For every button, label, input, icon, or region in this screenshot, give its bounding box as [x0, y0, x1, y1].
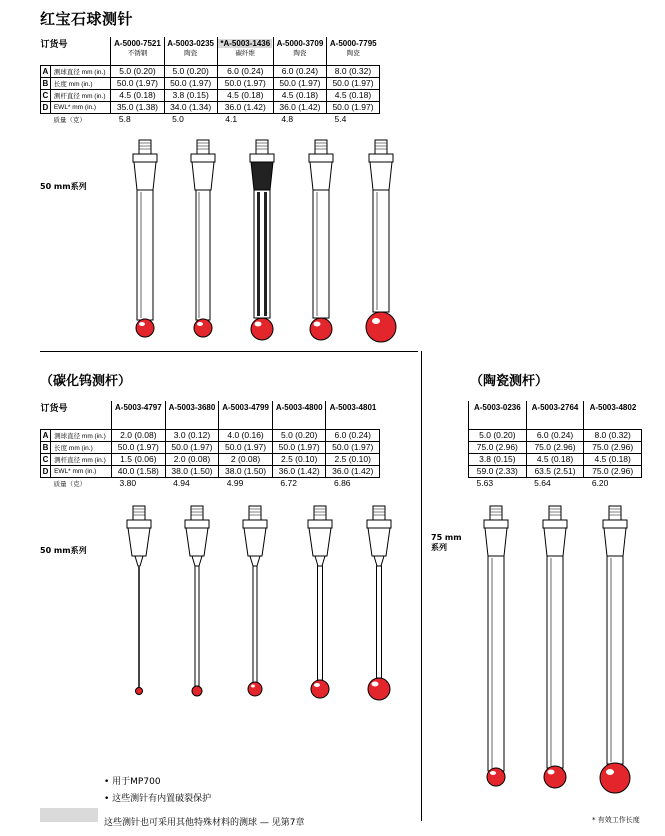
- row-name: 测杆直径 mm (in.): [50, 89, 111, 101]
- cell: 8.0 (0.32): [584, 429, 642, 441]
- row-letter: A: [41, 429, 51, 441]
- table-row: [469, 429, 642, 441]
- series-label-tungsten: 50 mm系列: [40, 546, 87, 555]
- cell: 50.0 (1.97): [217, 77, 273, 89]
- col-header: A-5000-7795 陶瓷: [327, 37, 380, 65]
- cell: 50.0 (1.97): [327, 77, 380, 89]
- cell: 36.0 (1.42): [273, 101, 326, 113]
- cell: 6.20: [591, 478, 609, 489]
- cell: 3.0 (0.12): [165, 429, 219, 441]
- probe-illustration: [182, 504, 212, 704]
- cell: 5.0: [172, 114, 184, 125]
- series-label-ruby: 50 mm系列: [40, 182, 87, 191]
- cell: 5.0 (0.20): [111, 65, 164, 77]
- probe-illustration: [539, 504, 571, 794]
- row-letter: A: [41, 65, 51, 77]
- divider-vertical: [421, 351, 422, 821]
- cell: 4.8: [281, 114, 294, 125]
- section-title-tungsten: （碳化钨测杆）: [40, 374, 132, 389]
- cell: 36.0 (1.42): [272, 465, 326, 477]
- cell: 4.1: [225, 114, 238, 125]
- col-header-highlighted: *A-5003-1436 碳纤维: [217, 37, 273, 65]
- cell: 38.0 (1.50): [165, 465, 219, 477]
- row-letter: D: [41, 101, 51, 113]
- col-header: A-5003-4801: [326, 401, 380, 429]
- cell: 50.0 (1.97): [111, 77, 164, 89]
- cell: 4.99: [226, 478, 244, 489]
- order-label: 订货号: [40, 39, 68, 49]
- cell: 6.86: [333, 478, 351, 489]
- cell: 4.0 (0.16): [219, 429, 273, 441]
- cell: 4.5 (0.18): [584, 453, 642, 465]
- cell: 4.5 (0.18): [327, 89, 380, 101]
- row-name: 测球直径 mm (in.): [51, 429, 112, 441]
- cell: 4.94: [173, 478, 190, 489]
- cell: 5.8: [118, 114, 131, 125]
- cell: 2.5 (0.10): [272, 453, 326, 465]
- row-name: 测球直径 mm (in.): [50, 65, 111, 77]
- col-header: A-5003-3680: [165, 401, 219, 429]
- ruby-spec-table: [40, 37, 380, 125]
- probe-illustration: [305, 138, 337, 343]
- cell: 50.0 (1.97): [165, 441, 219, 453]
- cell: 35.0 (1.38): [111, 101, 164, 113]
- row-letter: B: [41, 441, 51, 453]
- cell: 50.0 (1.97): [326, 441, 380, 453]
- table-row: [469, 453, 642, 465]
- ceramic-spec-table: [468, 401, 642, 489]
- row-name: 长度 mm (in.): [50, 77, 111, 89]
- cell: 1.5 (0.06): [112, 453, 166, 465]
- probe-illustration: [480, 504, 512, 794]
- row-name: 测杆直径 mm (in.): [51, 453, 112, 465]
- section-title-ceramic: （陶瓷测杆）: [470, 374, 549, 389]
- row-name: 质量（克）: [53, 116, 86, 124]
- table-row: [41, 65, 380, 77]
- col-header: A-5003-0235 陶瓷: [164, 37, 217, 65]
- col-header: A-5003-4797: [112, 401, 166, 429]
- cell: 38.0 (1.50): [219, 465, 273, 477]
- cell: 34.0 (1.34): [164, 101, 217, 113]
- probe-illustration: [362, 504, 396, 709]
- cell: 59.0 (2.33): [469, 465, 527, 477]
- table-row: [41, 453, 380, 465]
- cell: 3.8 (0.15): [164, 89, 217, 101]
- row-letter: B: [41, 77, 51, 89]
- cell: 75.0 (2.96): [526, 441, 584, 453]
- cell: 5.4: [334, 114, 347, 125]
- probe-illustration: [130, 138, 160, 343]
- table-row: [469, 465, 642, 477]
- table-row: [41, 89, 380, 101]
- row-name: 质量（克）: [53, 480, 87, 488]
- row-name: EWL* mm (in.): [51, 465, 112, 477]
- table-row-mass: [41, 477, 380, 489]
- col-header: A-5000-3709 陶瓷: [273, 37, 326, 65]
- row-letter: C: [41, 453, 51, 465]
- cell: 6.0 (0.24): [273, 65, 326, 77]
- col-header: A-5003-4802: [584, 401, 642, 429]
- probe-illustration: [304, 504, 336, 709]
- probe-illustration: [188, 138, 218, 343]
- footer-gray-block: [40, 808, 98, 822]
- cell: 50.0 (1.97): [272, 441, 326, 453]
- table-row: [41, 77, 380, 89]
- section-title-ruby: 红宝石球测针: [40, 10, 134, 28]
- probe-illustration: [363, 138, 399, 348]
- cell: 50.0 (1.97): [112, 441, 166, 453]
- cell: 50.0 (1.97): [273, 77, 326, 89]
- divider: [40, 351, 418, 352]
- cell: 36.0 (1.42): [326, 465, 380, 477]
- cell: 5.0 (0.20): [469, 429, 527, 441]
- table-row: [41, 441, 380, 453]
- cell: 4.5 (0.18): [273, 89, 326, 101]
- cell: 2.0 (0.08): [165, 453, 219, 465]
- row-letter: D: [41, 465, 51, 477]
- cell: 6.0 (0.24): [217, 65, 273, 77]
- note-break-protection: • 这些测针有内置破裂保护: [104, 794, 212, 804]
- probe-illustration: [246, 138, 278, 343]
- row-letter: [41, 477, 51, 489]
- cell: 75.0 (2.96): [584, 465, 642, 477]
- cell: 36.0 (1.42): [217, 101, 273, 113]
- tungsten-spec-table: [40, 401, 380, 489]
- cell: 8.0 (0.32): [327, 65, 380, 77]
- cell: 6.0 (0.24): [326, 429, 380, 441]
- cell: 6.72: [280, 478, 297, 489]
- probe-illustration: [124, 504, 154, 704]
- col-header: A-5003-4799: [219, 401, 273, 429]
- cell: 4.5 (0.18): [111, 89, 164, 101]
- cell: 6.0 (0.24): [526, 429, 584, 441]
- series-label-line: 75 mm: [431, 533, 462, 542]
- probe-illustration: [240, 504, 270, 704]
- cell: 5.63: [476, 478, 494, 489]
- cell: 4.5 (0.18): [526, 453, 584, 465]
- table-row-mass: [469, 477, 642, 489]
- row-name: EWL* mm (in.): [50, 101, 111, 113]
- row-letter: C: [41, 89, 51, 101]
- col-header: A-5003-2764: [526, 401, 584, 429]
- row-letter: [41, 113, 51, 125]
- col-header: A-5000-7521 不锈钢: [111, 37, 164, 65]
- series-label-line: 系列: [431, 543, 447, 552]
- table-row: [41, 465, 380, 477]
- footer-note: 这些测针也可采用其他特殊材料的测球 — 见第7章: [104, 818, 305, 828]
- col-header: A-5003-0236: [469, 401, 527, 429]
- cell: 2.0 (0.08): [112, 429, 166, 441]
- footnote-ewl: * 有效工作长度: [592, 816, 640, 824]
- cell: 3.8 (0.15): [469, 453, 527, 465]
- cell: 50.0 (1.97): [327, 101, 380, 113]
- table-row-mass: [41, 113, 380, 125]
- table-row: [41, 429, 380, 441]
- cell: 40.0 (1.58): [112, 465, 166, 477]
- table-row: [41, 101, 380, 113]
- cell: 75.0 (2.96): [469, 441, 527, 453]
- cell: 75.0 (2.96): [584, 441, 642, 453]
- cell: 2.5 (0.10): [326, 453, 380, 465]
- cell: 50.0 (1.97): [164, 77, 217, 89]
- probe-illustration: [597, 504, 633, 799]
- cell: 2 (0.08): [219, 453, 273, 465]
- cell: 50.0 (1.97): [219, 441, 273, 453]
- note-mp700: • 用于MP700: [104, 777, 161, 787]
- cell: 5.0 (0.20): [272, 429, 326, 441]
- cell: 3.80: [119, 478, 137, 489]
- col-header: A-5003-4800: [272, 401, 326, 429]
- cell: 5.64: [534, 478, 551, 489]
- table-row: [469, 441, 642, 453]
- series-label-ceramic: [431, 533, 462, 553]
- cell: 4.5 (0.18): [217, 89, 273, 101]
- cell: 5.0 (0.20): [164, 65, 217, 77]
- cell: 63.5 (2.51): [526, 465, 584, 477]
- order-label: 订货号: [40, 403, 68, 413]
- row-name: 长度 mm (in.): [51, 441, 112, 453]
